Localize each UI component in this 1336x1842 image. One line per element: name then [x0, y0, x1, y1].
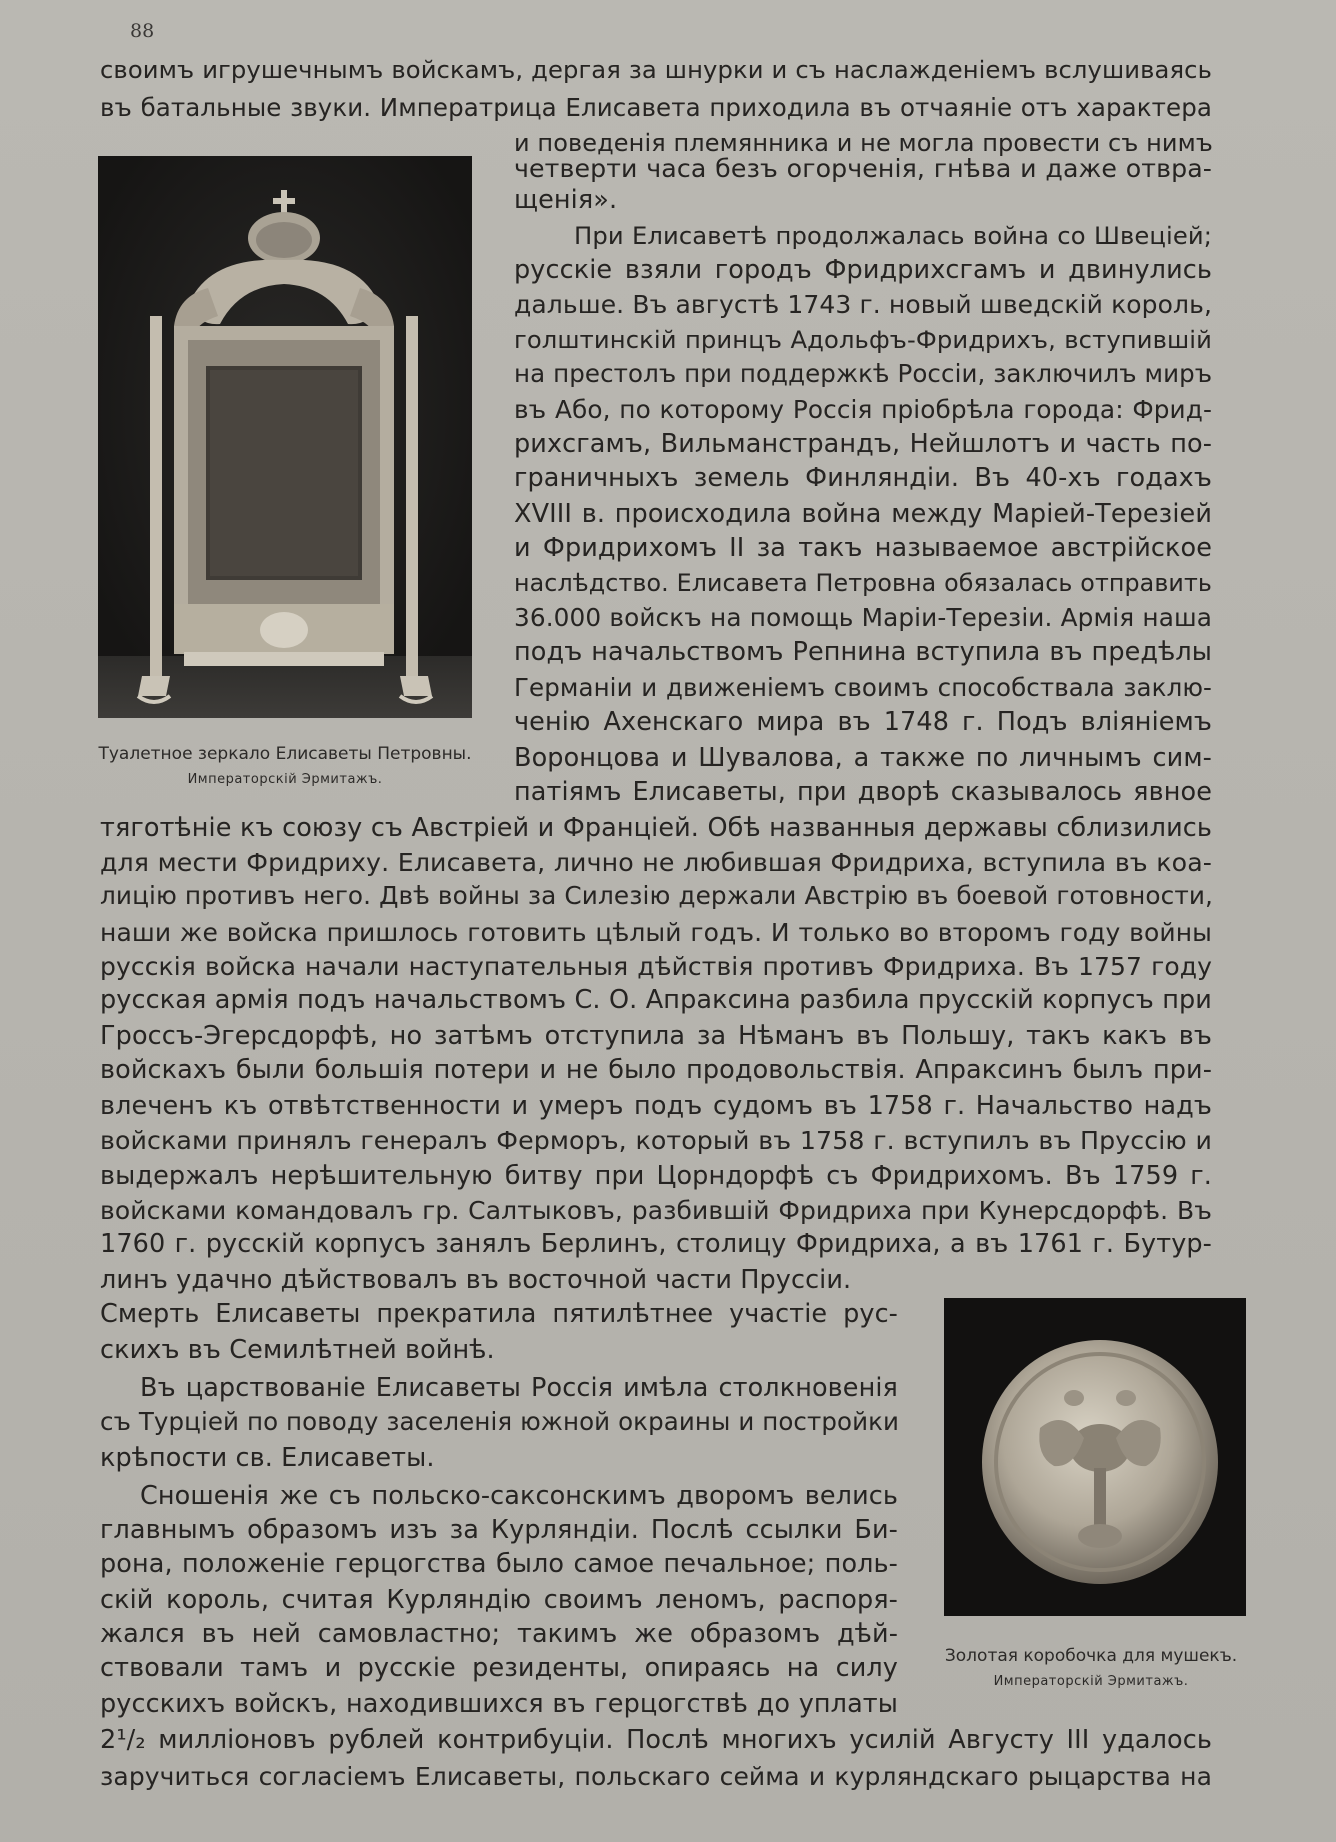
- mirror-image: [98, 156, 472, 718]
- text-line: ченію Ахенскаго мира въ 1748 г. Подъ вліяніемъ: [514, 707, 1212, 737]
- text-line: въ Або, по которому Россія пріобрѣла города: Фрид-: [514, 395, 1212, 424]
- box-image: [944, 1298, 1246, 1616]
- box-caption-source: Императорскій Эрмитажъ.: [993, 1674, 1189, 1689]
- text-line: Гроссъ-Эгерсдорфѣ, но затѣмъ отступила за Нѣманъ въ Польшу, такъ какъ въ: [100, 1021, 1212, 1051]
- text-line: Сношенія же съ польско-саксонскимъ дворомъ велись: [140, 1481, 898, 1511]
- text-line: рона, положеніе герцогства было самое печальное; поль-: [100, 1549, 898, 1579]
- text-line: скій король, считая Курляндію своимъ леномъ, распоря-: [100, 1585, 898, 1615]
- text-line: линъ удачно дѣйствовалъ въ восточной части Пруссіи.: [100, 1265, 852, 1295]
- text-line: наши же войска пришлось готовить цѣлый годъ. И только во второмъ году войны: [100, 918, 1212, 947]
- text-line: 36.000 войскъ на помощь Маріи-Терезіи. Армія наша: [514, 603, 1212, 632]
- text-line: войскахъ были большія потери и не было продовольствія. Апраксинъ былъ при-: [100, 1055, 1212, 1085]
- page-number: 88: [130, 20, 155, 42]
- text-line: главнымъ образомъ изъ за Курляндіи. Послѣ ссылки Би-: [100, 1515, 898, 1545]
- text-line: голштинскій принцъ Адольфъ-Фридрихъ, вступившій: [514, 325, 1212, 354]
- text-line: 1760 г. русскій корпусъ занялъ Берлинъ, столицу Фридриха, а въ 1761 г. Бутур-: [100, 1229, 1212, 1259]
- text-line: щенія».: [514, 185, 618, 215]
- text-line: русскіе взяли городъ Фридрихсгамъ и двинулись: [514, 255, 1212, 285]
- text-line: четверти часа безъ огорченія, гнѣва и даже отвра-: [514, 154, 1212, 183]
- text-line: 2¹/₂ милліоновъ рублей контрибуціи. Послѣ многихъ усилій Августу III удалось: [100, 1725, 1212, 1755]
- box-photo: [944, 1298, 1246, 1616]
- text-line: выдержалъ нерѣшительную битву при Цорндорфѣ съ Фридрихомъ. Въ 1759 г.: [100, 1161, 1212, 1191]
- text-line: своимъ игрушечнымъ войскамъ, дергая за шнурки и съ наслажденіемъ вслушиваясь: [100, 55, 1212, 84]
- text-line: войсками командовалъ гр. Салтыковъ, разбившій Фридриха при Кунерсдорфѣ. Въ: [100, 1196, 1212, 1225]
- text-line: крѣпости св. Елисаветы.: [100, 1443, 435, 1473]
- text-line: и поведенія племянника и не могла провести съ нимъ: [514, 129, 1213, 157]
- text-line: Въ царствованіе Елисаветы Россія имѣла столкновенія: [140, 1373, 898, 1403]
- text-line: войсками принялъ генералъ Ферморъ, который въ 1758 г. вступилъ въ Пруссію и: [100, 1126, 1212, 1155]
- text-line: въ батальные звуки. Императрица Елисавета приходила въ отчаяніе отъ характера: [100, 93, 1212, 122]
- text-line: ствовали тамъ и русскіе резиденты, опираясь на силу: [100, 1653, 898, 1683]
- text-line: русскія войска начали наступательныя дѣйствія противъ Фридриха. Въ 1757 году: [100, 952, 1212, 981]
- box-caption: [926, 1646, 1256, 1689]
- text-line: граничныхъ земель Финляндіи. Въ 40-хъ годахъ: [514, 463, 1212, 493]
- text-line: съ Турціей по поводу заселенія южной окраины и постройки: [100, 1407, 900, 1436]
- text-line: на престолъ при поддержкѣ Россіи, заключилъ миръ: [514, 359, 1213, 388]
- text-line: наслѣдство. Елисавета Петровна обязалась отправить: [514, 569, 1212, 597]
- text-line: Германіи и движеніемъ своимъ способствала заклю-: [514, 673, 1212, 702]
- text-line: лицію противъ него. Двѣ войны за Силезію держали Австрію въ боевой готовности,: [100, 881, 1214, 910]
- box-caption-title: Золотая коробочка для мушекъ.: [944, 1646, 1238, 1666]
- text-line: для мести Фридриху. Елисавета, лично не любившая Фридриха, вступила въ коа-: [100, 848, 1212, 877]
- text-line: Смерть Елисаветы прекратила пятилѣтнее участіе рус-: [100, 1299, 898, 1329]
- text-line: дальше. Въ августѣ 1743 г. новый шведскій король,: [514, 290, 1212, 319]
- text-line: скихъ въ Семилѣтней войнѣ.: [100, 1335, 495, 1365]
- mirror-photo: [98, 156, 472, 718]
- text-line: тяготѣніе къ союзу съ Австріей и Франціей. Обѣ названныя державы сблизились: [100, 813, 1212, 843]
- text-line: русскихъ войскъ, находившихся въ герцогствѣ до уплаты: [100, 1689, 898, 1719]
- text-line: подъ начальствомъ Репнина вступила въ предѣлы: [514, 637, 1212, 667]
- mirror-caption-source: Императорскій Эрмитажъ.: [187, 772, 383, 787]
- mirror-caption: [90, 744, 480, 787]
- text-line: XVIII в. происходила война между Маріей-Терезіей: [514, 499, 1212, 529]
- text-line: влеченъ къ отвѣтственности и умеръ подъ судомъ въ 1758 г. Начальство надъ: [100, 1091, 1212, 1121]
- text-line: и Фридрихомъ II за такъ называемое австрійское: [514, 533, 1212, 563]
- text-line: При Елисаветѣ продолжалась война со Швеціей;: [574, 221, 1212, 250]
- text-line: жался въ ней самовластно; такимъ же образомъ дѣй-: [100, 1619, 898, 1649]
- text-line: русская армія подъ начальствомъ С. О. Апраксина разбила прусскій корпусъ при: [100, 985, 1212, 1015]
- text-line: патіямъ Елисаветы, при дворѣ сказывалось явное: [514, 777, 1212, 807]
- text-line: Воронцова и Шувалова, а также по личнымъ сим-: [514, 743, 1212, 773]
- text-line: рихсгамъ, Вильманстрандъ, Нейшлотъ и часть по-: [514, 429, 1212, 459]
- text-line: заручиться согласіемъ Елисаветы, польскаго сейма и курляндскаго рыцарства на: [100, 1762, 1212, 1791]
- mirror-caption-title: Туалетное зеркало Елисаветы Петровны.: [98, 744, 472, 764]
